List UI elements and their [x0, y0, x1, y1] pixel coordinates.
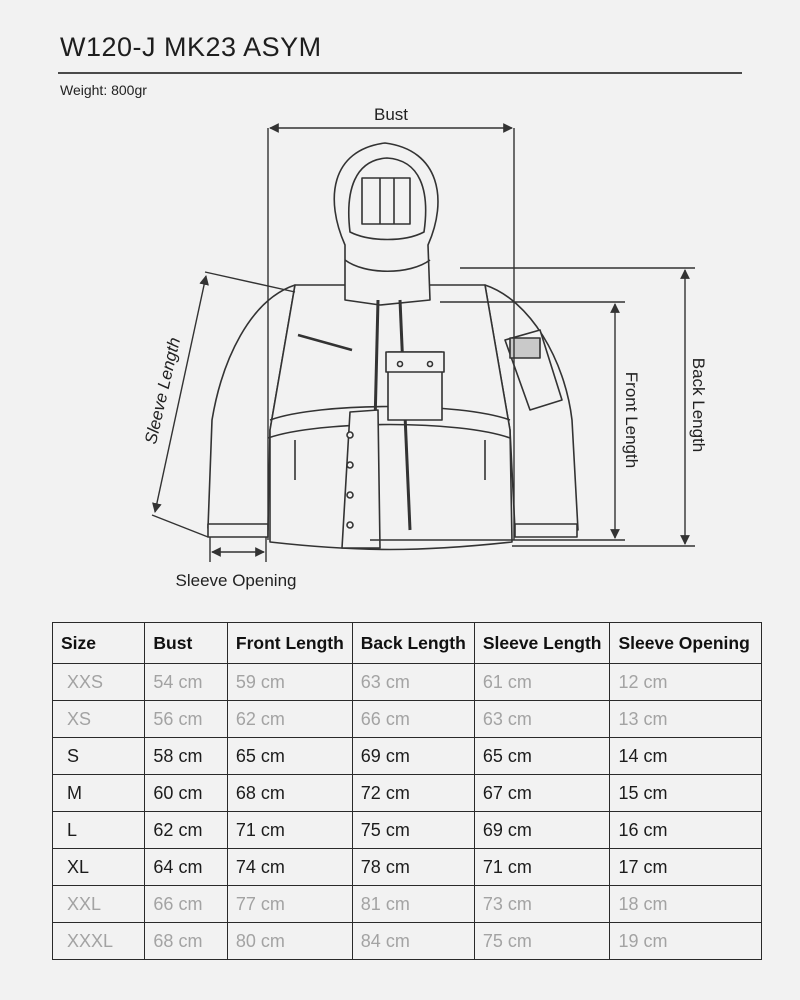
cell-back-length: 75 cm	[352, 812, 474, 849]
cell-sleeve-length: 61 cm	[474, 664, 610, 701]
cell-front-length: 71 cm	[227, 812, 352, 849]
sleeve-length-label: Sleeve Length	[141, 335, 185, 446]
cell-back-length: 69 cm	[352, 738, 474, 775]
cell-sleeve-opening: 19 cm	[610, 923, 762, 960]
header-bust: Bust	[145, 623, 227, 664]
header-back-length: Back Length	[352, 623, 474, 664]
cell-bust: 58 cm	[145, 738, 227, 775]
table-row	[53, 849, 762, 886]
cell-back-length: 63 cm	[352, 664, 474, 701]
product-weight: Weight: 800gr	[60, 82, 147, 98]
cell-back-length: 81 cm	[352, 886, 474, 923]
cell-sleeve-length: 67 cm	[474, 775, 610, 812]
cell-sleeve-length: 63 cm	[474, 701, 610, 738]
cell-front-length: 74 cm	[227, 849, 352, 886]
back-length-label: Back Length	[689, 357, 708, 453]
jacket-illustration	[208, 143, 578, 550]
bust-label: Bust	[373, 105, 409, 124]
table-row	[53, 812, 762, 849]
table-header-row	[53, 623, 762, 664]
sleeve-opening-label: Sleeve Opening	[175, 571, 297, 590]
cell-sleeve-opening: 14 cm	[610, 738, 762, 775]
cell-front-length: 62 cm	[227, 701, 352, 738]
header-size: Size	[53, 623, 145, 664]
cell-sleeve-opening: 16 cm	[610, 812, 762, 849]
cell-sleeve-opening: 17 cm	[610, 849, 762, 886]
cell-sleeve-length: 73 cm	[474, 886, 610, 923]
cell-size: XXL	[53, 886, 145, 923]
table-row	[53, 923, 762, 960]
cell-size: L	[53, 812, 145, 849]
size-chart-table	[52, 622, 762, 960]
cell-sleeve-length: 65 cm	[474, 738, 610, 775]
cell-front-length: 59 cm	[227, 664, 352, 701]
cell-back-length: 78 cm	[352, 849, 474, 886]
cell-bust: 64 cm	[145, 849, 227, 886]
cell-front-length: 68 cm	[227, 775, 352, 812]
title-divider	[58, 72, 742, 74]
table-row	[53, 738, 762, 775]
header-front-length: Front Length	[227, 623, 352, 664]
table-row	[53, 886, 762, 923]
cell-bust: 66 cm	[145, 886, 227, 923]
cell-size: XS	[53, 701, 145, 738]
header-sleeve-length: Sleeve Length	[474, 623, 610, 664]
cell-sleeve-opening: 12 cm	[610, 664, 762, 701]
cell-bust: 62 cm	[145, 812, 227, 849]
header-sleeve-opening: Sleeve Opening	[610, 623, 762, 664]
table-row	[53, 701, 762, 738]
cell-sleeve-opening: 18 cm	[610, 886, 762, 923]
cell-sleeve-length: 71 cm	[474, 849, 610, 886]
cell-size: XL	[53, 849, 145, 886]
cell-back-length: 66 cm	[352, 701, 474, 738]
cell-sleeve-length: 69 cm	[474, 812, 610, 849]
cell-front-length: 65 cm	[227, 738, 352, 775]
cell-bust: 68 cm	[145, 923, 227, 960]
cell-back-length: 84 cm	[352, 923, 474, 960]
product-title: W120-J MK23 ASYM	[60, 32, 322, 62]
cell-front-length: 80 cm	[227, 923, 352, 960]
cell-size: M	[53, 775, 145, 812]
cell-sleeve-length: 75 cm	[474, 923, 610, 960]
cell-sleeve-opening: 15 cm	[610, 775, 762, 812]
cell-front-length: 77 cm	[227, 886, 352, 923]
front-length-label: Front Length	[622, 371, 641, 469]
cell-bust: 60 cm	[145, 775, 227, 812]
jacket-measurement-diagram	[0, 90, 800, 610]
cell-size: XXS	[53, 664, 145, 701]
cell-size: XXXL	[53, 923, 145, 960]
table-row	[53, 664, 762, 701]
cell-back-length: 72 cm	[352, 775, 474, 812]
cell-sleeve-opening: 13 cm	[610, 701, 762, 738]
cell-bust: 54 cm	[145, 664, 227, 701]
cell-bust: 56 cm	[145, 701, 227, 738]
cell-size: S	[53, 738, 145, 775]
table-row	[53, 775, 762, 812]
